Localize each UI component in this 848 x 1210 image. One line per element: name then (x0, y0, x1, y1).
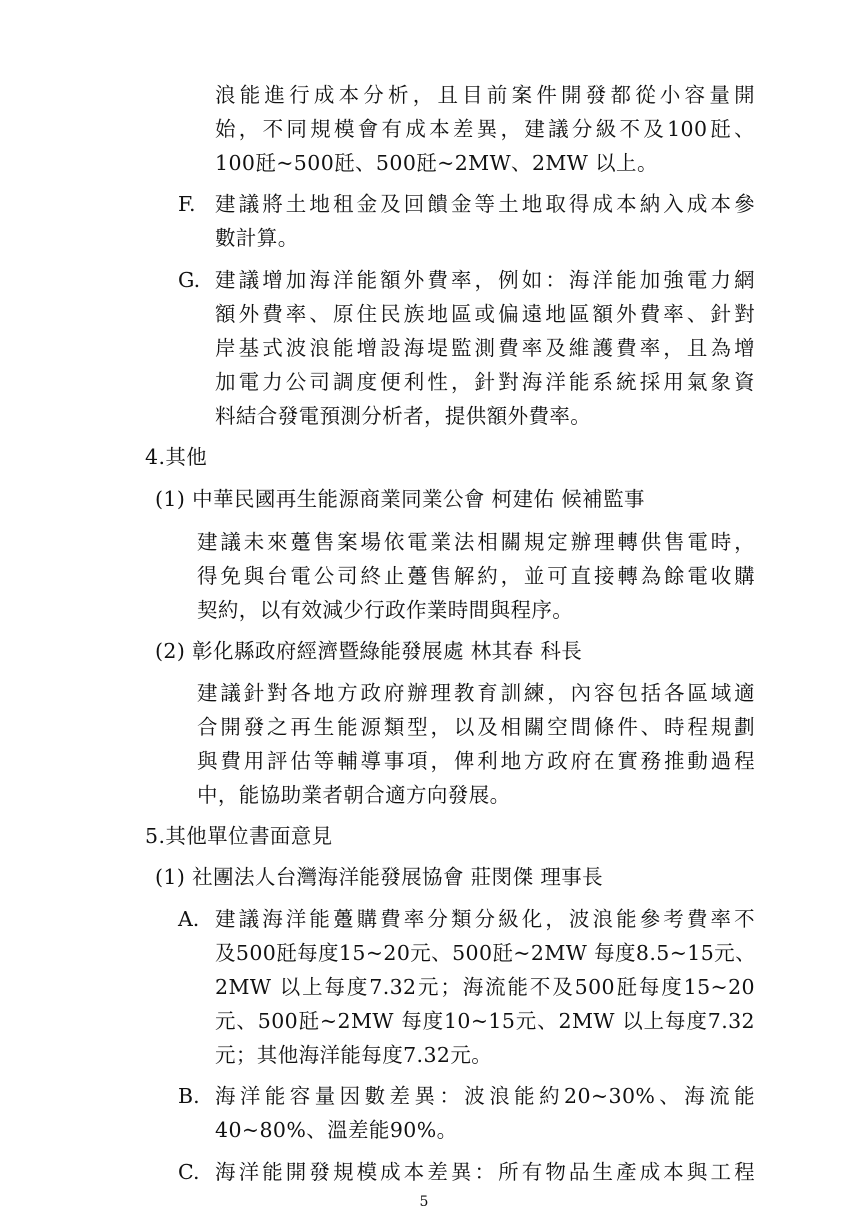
paragraph-line: 40~80%、溫差能90%。 (215, 1118, 458, 1142)
list-marker-b: B. (178, 1084, 200, 1108)
list-marker-a: A. (178, 907, 200, 931)
paragraph-line: 海洋能容量因數差異：波浪能約20~30%、海流能 (215, 1084, 755, 1108)
paragraph-line: 岸基式波浪能增設海堤監測費率及維護費率，且為增 (215, 336, 755, 360)
paragraph-line: 契約，以有效減少行政作業時間與程序。 (197, 598, 574, 622)
paragraph-line: 建議海洋能躉購費率分類分級化，波浪能參考費率不 (215, 907, 755, 931)
paragraph-line: 數計算。 (215, 226, 299, 250)
paragraph-line: 建議將土地租金及回饋金等土地取得成本納入成本參 (215, 192, 755, 216)
paragraph-line: 合開發之再生能源類型，以及相關空間條件、時程規劃 (197, 715, 755, 739)
section-heading-4: 4.其他 (145, 445, 208, 469)
paragraph-line: 料結合發電預測分析者，提供額外費率。 (215, 404, 592, 428)
paragraph-line: 與費用評估等輔導事項，俾利地方政府在實務推動過程 (197, 749, 755, 773)
paragraph-line: 100瓩~500瓩、500瓩~2MW、2MW 以上。 (215, 151, 658, 175)
paragraph-line: 浪能進行成本分析，且目前案件開發都從小容量開 (215, 83, 755, 107)
page-number: 5 (419, 1194, 429, 1210)
paragraph-line: 額外費率、原住民族地區或偏遠地區額外費率、針對 (215, 302, 755, 326)
subsection-heading-5-1: (1) 社團法人台灣海洋能發展協會 莊閔傑 理事長 (155, 865, 604, 889)
list-marker-c: C. (178, 1160, 200, 1184)
paragraph-line: 建議未來躉售案場依電業法相關規定辦理轉供售電時， (197, 530, 755, 554)
paragraph-line: 元；其他海洋能每度7.32元。 (215, 1043, 493, 1067)
paragraph-line: 建議針對各地方政府辦理教育訓練，內容包括各區域適 (197, 681, 755, 705)
section-heading-5: 5.其他單位書面意見 (145, 824, 333, 848)
paragraph-line: 始，不同規模會有成本差異，建議分級不及100瓩、 (215, 117, 755, 141)
paragraph-line: 元、500瓩~2MW 每度10~15元、2MW 以上每度7.32 (215, 1009, 755, 1033)
paragraph-line: 得免與台電公司終止躉售解約，並可直接轉為餘電收購 (197, 564, 755, 588)
paragraph-line: 及500瓩每度15~20元、500瓩~2MW 每度8.5~15元、 (215, 941, 756, 965)
paragraph-line: 2MW 以上每度7.32元；海流能不及500瓩每度15~20 (215, 975, 755, 999)
paragraph-line: 建議增加海洋能額外費率，例如：海洋能加強電力網 (215, 268, 755, 292)
subsection-heading-4-1: (1) 中華民國再生能源商業同業公會 柯建佑 候補監事 (155, 487, 645, 511)
paragraph-line: 加電力公司調度便利性，針對海洋能系統採用氣象資 (215, 370, 755, 394)
paragraph-line: 海洋能開發規模成本差異：所有物品生產成本與工程 (215, 1160, 755, 1184)
paragraph-line: 中，能協助業者朝合適方向發展。 (197, 783, 511, 807)
subsection-heading-4-2: (2) 彰化縣政府經濟暨綠能發展處 林其春 科長 (155, 639, 583, 663)
list-marker-f: F. (178, 192, 196, 216)
list-marker-g: G. (178, 268, 201, 292)
